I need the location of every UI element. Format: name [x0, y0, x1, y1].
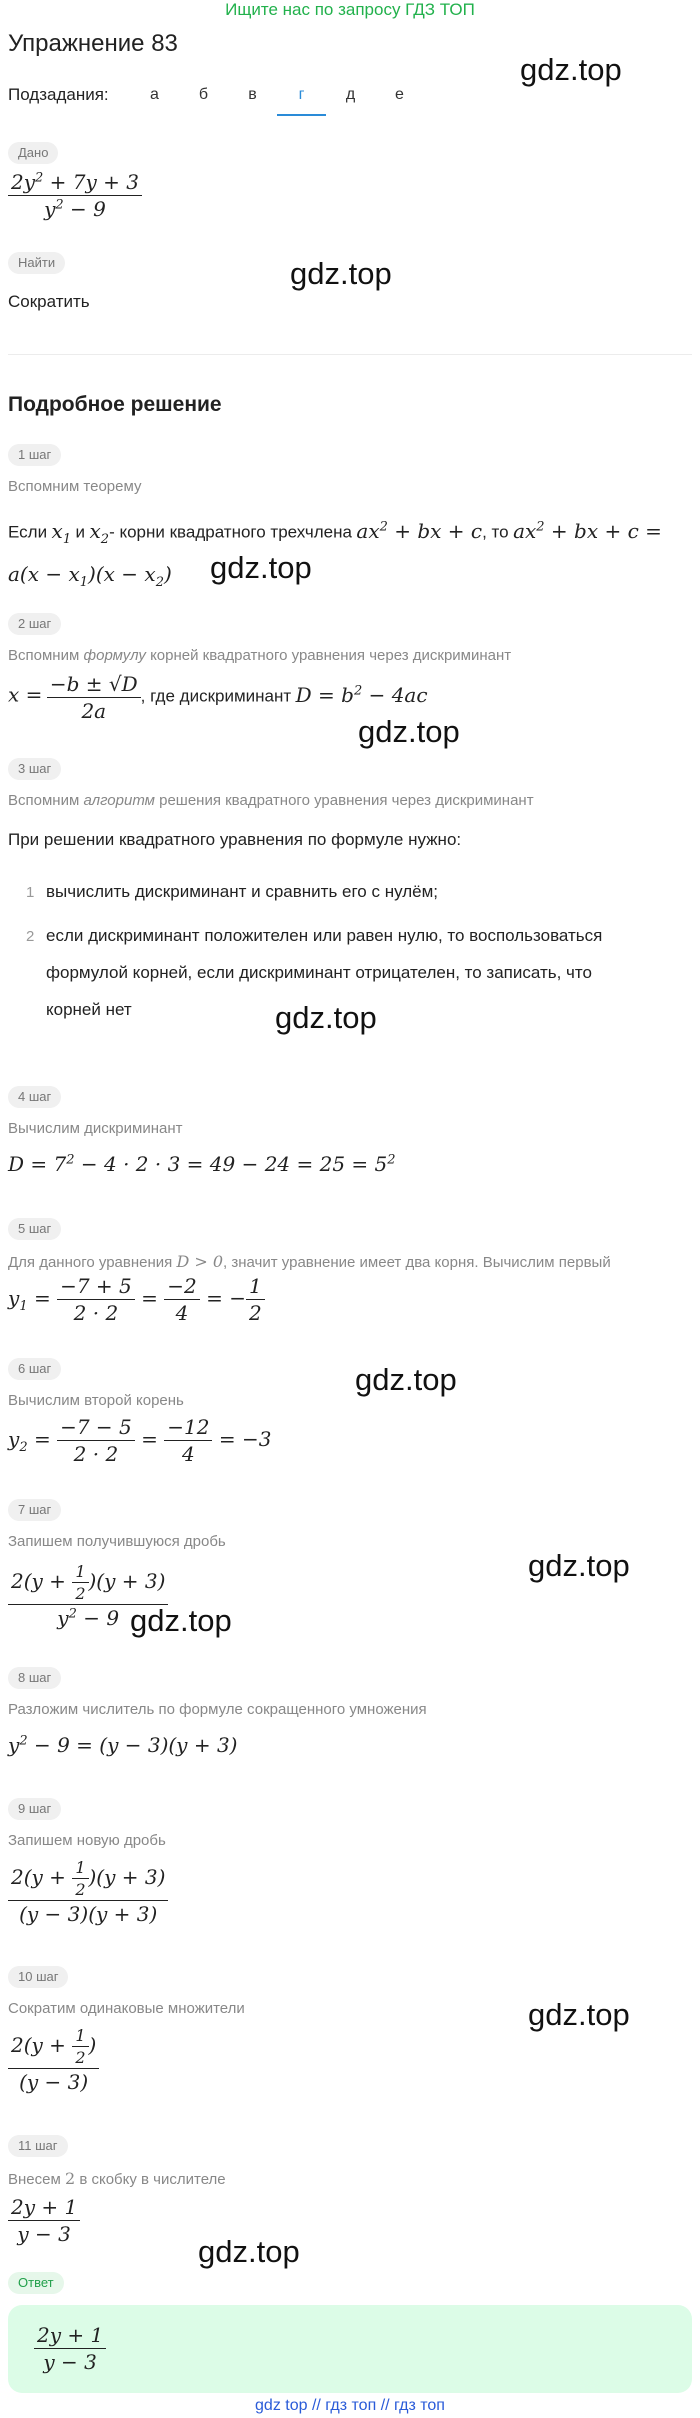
- list-number: 2: [26, 928, 35, 945]
- step-hint: Вычислим дискриминант: [8, 1120, 183, 1137]
- answer-badge: Ответ: [8, 2272, 64, 2294]
- given-expression: $\frac{2y^2 + 7y + 3}{y^2 - 9}$: [8, 170, 142, 221]
- watermark: gdz.top: [198, 2234, 300, 2269]
- watermark: gdz.top: [358, 714, 460, 749]
- list-item: если дискриминант положителен или равен нулю, то воспользоваться: [46, 926, 603, 945]
- watermark: gdz.top: [528, 1997, 630, 2032]
- step-7-formula: 2(y + $\frac{1}{2}$ )(y + 3) $y^2 - 9$: [8, 1562, 168, 1630]
- answer-box: [8, 2305, 692, 2393]
- step-5-formula: $y_1$ = $\frac{-7 + 5}{2 \cdot 2}$ = $\frac{-2}{4}$ = − $\frac{1}{2}$: [8, 1274, 265, 1325]
- step-badge: 11 шаг: [8, 2135, 68, 2157]
- tab-g[interactable]: г: [277, 80, 326, 116]
- step-hint: Вспомним теорему: [8, 478, 142, 495]
- step-badge: 6 шаг: [8, 1358, 61, 1380]
- step-hint: Вспомним формулу корней квадратного уравнения через дискриминант: [8, 647, 512, 664]
- step-badge: 10 шаг: [8, 1966, 68, 1988]
- tab-a[interactable]: а: [150, 86, 159, 103]
- step-badge: 8 шаг: [8, 1667, 61, 1689]
- step-hint: Сократим одинаковые множители: [8, 2000, 245, 2017]
- step-2-formula: x = $\frac{-b \pm √D}{2a}$ , где дискриминант $D = b^2 - 4ac$: [8, 672, 428, 723]
- list-item: вычислить дискриминант и сравнить его с нулём;: [46, 882, 439, 901]
- watermark: gdz.top: [130, 1603, 232, 1638]
- step-badge: 7 шаг: [8, 1499, 61, 1521]
- list-item: формулой корней, если дискриминант отрицателен, то записать, что: [46, 963, 592, 982]
- step-4-formula: $D = 7^2 - 4 \cdot 2 \cdot 3 = 49 - 24 = 25 = 5^2$: [8, 1152, 396, 1176]
- watermark: gdz.top: [275, 1000, 377, 1035]
- list-number: 1: [26, 884, 35, 901]
- step-hint: Запишем новую дробь: [8, 1832, 166, 1849]
- tab-b[interactable]: б: [198, 86, 209, 103]
- step-1-text: Если $x_1$ и $x_2-$ корни квадратного трехчлена $ax^2$ + bx + c, то $ax^2$ + bx + c = $a(x - x_1)(x - x_2)$: [8, 518, 662, 590]
- divider: [8, 354, 692, 355]
- watermark: gdz.top: [528, 1548, 630, 1583]
- step-hint: Для данного уравнения D > 0, значит уравнение имеет два корня. Вычислим первый: [8, 1252, 611, 1271]
- tab-e[interactable]: е: [395, 86, 404, 103]
- watermark: gdz.top: [520, 52, 622, 87]
- step-10-formula: 2(y + $\frac{1}{2}$ ) (y − 3): [8, 2026, 99, 2094]
- tab-v[interactable]: в: [248, 86, 257, 103]
- tab-d[interactable]: д: [345, 86, 356, 103]
- watermark: gdz.top: [290, 256, 392, 291]
- find-badge: Найти: [8, 252, 65, 274]
- answer-formula: $\frac{2y + 1}{y - 3}$: [34, 2323, 106, 2374]
- step-badge: 1 шаг: [8, 444, 61, 466]
- step-3-text: При решении квадратного уравнения по формуле нужно:: [8, 830, 462, 849]
- step-hint: Разложим числитель по формуле сокращенного умножения: [8, 1701, 427, 1718]
- step-hint: Вспомним алгоритм решения квадратного уравнения через дискриминант: [8, 792, 534, 809]
- footer-links[interactable]: gdz top // гдз топ // гдз топ: [255, 2397, 445, 2414]
- step-hint: Запишем получившуюся дробь: [8, 1533, 226, 1550]
- step-9-formula: 2(y + $\frac{1}{2}$ )(y + 3) (y − 3)(y + 3): [8, 1858, 168, 1926]
- find-text: Сократить: [8, 292, 90, 311]
- given-badge: Дано: [8, 142, 58, 164]
- step-badge: 3 шаг: [8, 758, 61, 780]
- step-badge: 4 шаг: [8, 1086, 61, 1108]
- step-8-formula: $y^2 - 9 = (y - 3)(y + 3)$: [8, 1733, 238, 1757]
- watermark: gdz.top: [355, 1362, 457, 1397]
- list-item: корней нет: [46, 1000, 132, 1019]
- page-title: Упражнение 83: [8, 30, 178, 57]
- step-hint: Вычислим второй корень: [8, 1392, 184, 1409]
- step-badge: 5 шаг: [8, 1218, 61, 1240]
- top-banner[interactable]: Ищите нас по запросу ГДЗ ТОП: [225, 0, 475, 19]
- watermark: gdz.top: [210, 550, 312, 585]
- step-hint: Внесем 2 в скобку в числителе: [8, 2169, 226, 2188]
- solution-title: Подробное решение: [8, 393, 222, 416]
- subtasks-label: Подзадания:: [8, 85, 109, 104]
- step-6-formula: $y_2$ = $\frac{-7 - 5}{2 \cdot 2}$ = $\frac{-12}{4}$ = −3: [8, 1415, 272, 1466]
- step-11-formula: $\frac{2y + 1}{y - 3}$: [8, 2195, 80, 2246]
- step-badge: 9 шаг: [8, 1798, 61, 1820]
- subtask-tabs: [130, 80, 424, 116]
- step-badge: 2 шаг: [8, 613, 61, 635]
